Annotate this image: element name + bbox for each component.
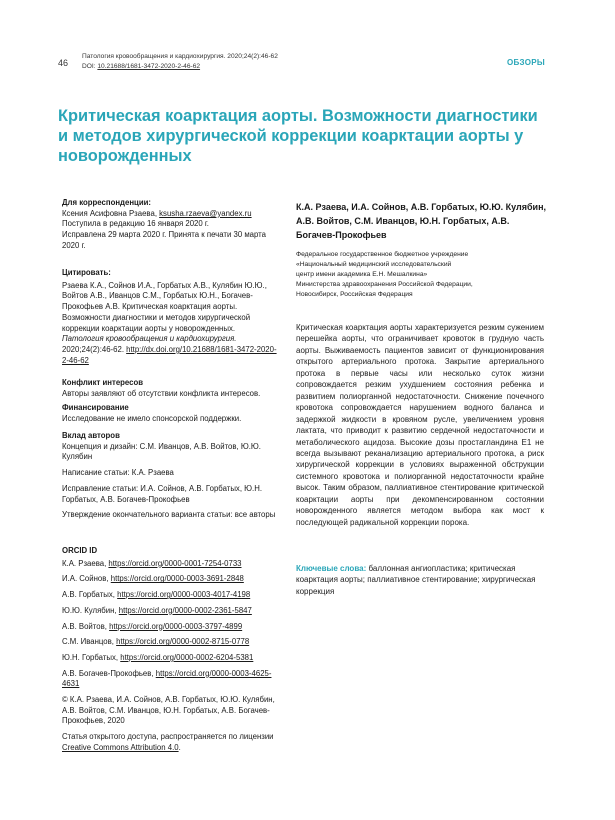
conflict-heading: Конфликт интересов	[62, 378, 144, 387]
affiliation-line: центр имени академика Е.Н. Мешалкина»	[296, 271, 428, 278]
correspondence-email-link[interactable]: ksusha.rzaeva@yandex.ru	[159, 208, 252, 218]
cite-text	[62, 281, 277, 367]
received-date: Поступила в редакцию 16 января 2020 г.	[62, 219, 209, 229]
contributions-block	[62, 431, 277, 521]
doi-link[interactable]: 10.21688/1681-3472-2020-2-46-62	[97, 63, 201, 70]
orcid-item	[62, 559, 277, 570]
doi-prefix: DOI:	[82, 63, 98, 70]
correspondence-name: Ксения Асифовна Рзаева,	[62, 208, 160, 218]
orcid-author-name: А.В. Богачев-Прокофьев,	[62, 668, 156, 678]
orcid-link[interactable]: https://orcid.org/0000-0003-4017-4198	[117, 590, 251, 600]
orcid-author-name: Ю.Н. Горбатых,	[62, 652, 121, 662]
license-suffix: .	[178, 742, 181, 752]
cite-doi-link[interactable]: http://dx.doi.org/10.21688/1681-3472-2020-2-46-62	[62, 344, 277, 365]
orcid-author-name: К.А. Рзаева,	[62, 558, 109, 568]
orcid-author-name: А.В. Войтов,	[62, 621, 110, 631]
section-label: ОБЗОРЫ	[507, 58, 545, 67]
orcid-author-name: И.А. Сойнов,	[62, 574, 111, 584]
page-number: 46	[58, 58, 69, 68]
orcid-link[interactable]: https://orcid.org/0000-0003-3797-4899	[109, 621, 243, 631]
cite-journal: Патология кровообращения и кардиохирургия.	[62, 334, 237, 344]
license-prefix: Статья открытого доступа, распространяется по лицензии	[62, 732, 274, 742]
funding-block	[62, 403, 277, 424]
orcid-heading: ORCID ID	[62, 546, 98, 555]
affiliation-line: Министерства здравоохранения Российской Федерации,	[296, 281, 473, 288]
affiliation-line: Новосибирск, Российская Федерация	[296, 291, 413, 298]
affiliation	[296, 250, 551, 300]
orcid-item	[62, 574, 277, 585]
affiliation-line: «Национальный медицинский исследовательский	[296, 261, 452, 268]
orcid-author-name: А.В. Горбатых,	[62, 590, 118, 600]
running-header	[82, 52, 278, 72]
contribution-editing: Исправление статьи: И.А. Сойнов, А.В. Горбатых, Ю.Н. Горбатых, А.В. Богачев-Прокофьев	[62, 483, 262, 504]
orcid-item	[62, 622, 277, 633]
cite-authors-title: Рзаева К.А., Сойнов И.А., Горбатых А.В., Кулябин Ю.Ю., Войтов А.В., Иванцов С.М., Горбатых Ю.Н., Богачев-Прокофьев А.В. Критическая коарктация аорты. Возможности диагностики и методов хирургической коррекции коарктации аорты у новорожденных.	[62, 280, 267, 333]
journal-citation: Патология кровообращения и кардиохирургия. 2020;24(2):46-62	[82, 53, 278, 60]
keywords-label: Ключевые слова:	[296, 564, 367, 573]
abstract: Критическая коарктация аорты характеризуется резким сужением перешейка аорты, что ограничивает кровоток в грудную часть аорты. Выживаемость пациентов зависит от функционирования открытого артериального протока. Закрытие артериального протока в первые часы или несколько суток жизни сопровождается резким ухудшением состояния ребенка и развитием полиорганной недостаточности. Снижение почечного кровотока сопровождается нарушением водного баланса и задержкой жидкости в кровяном русле, увеличением уровня лактата, что приводит к развитию сердечной недостаточности и метаболического ацидоза. Высокие дозы простагландина Е1 не всегда вызывают реканализацию артериального протока, а риск хирургической коррекции в условиях выраженной обструкции системного кровотока и полиорганной недостаточности крайне высок. Таким образом, паллиативное стентирование критической коарктации аорты при декомпенсированном состоянии новорожденного является методом выбора как мост к последующей радикальной коррекции порока.	[296, 323, 544, 527]
orcid-block	[62, 546, 277, 754]
conflict-text: Авторы заявляют об отсутствии конфликта интересов.	[62, 388, 261, 398]
article-title: Критическая коарктация аорты. Возможности диагностики и методов хирургической коррекции коарктации аорты у новорожденных	[58, 107, 538, 165]
copyright: © К.А. Рзаева, И.А. Сойнов, А.В. Горбатых, Ю.Ю. Кулябин, А.В. Войтов, С.М. Иванцов, Ю.Н. Горбатых, А.В. Богачев-Прокофьев, 2020	[62, 695, 275, 726]
orcid-link[interactable]: https://orcid.org/0000-0001-7254-0733	[108, 558, 242, 568]
affiliation-line: Федеральное государственное бюджетное учреждение	[296, 251, 469, 258]
funding-heading: Финансирование	[62, 403, 129, 412]
license-link[interactable]: Creative Commons Attribution 4.0	[62, 742, 179, 752]
correspondence-heading: Для корреспонденции:	[62, 198, 152, 207]
keywords	[296, 563, 544, 597]
orcid-item	[62, 590, 277, 601]
correspondence-contact	[62, 209, 277, 220]
contribution-approval: Утверждение окончательного варианта статьи: все авторы	[62, 510, 276, 520]
orcid-item	[62, 606, 277, 617]
cite-block	[62, 268, 277, 366]
orcid-link[interactable]: https://orcid.org/0000-0002-8715-0778	[116, 637, 250, 647]
cite-heading: Цитировать:	[62, 268, 111, 277]
orcid-link[interactable]: https://orcid.org/0000-0003-4625-4631	[62, 668, 272, 689]
authors-list: К.А. Рзаева, И.А. Сойнов, А.В. Горбатых, Ю.Ю. Кулябин, А.В. Войтов, С.М. Иванцов, Ю.Н. Горбатых, А.В. Богачев-Прокофьев	[296, 202, 547, 240]
funding-text: Исследование не имело спонсорской поддержки.	[62, 413, 242, 423]
contribution-writing: Написание статьи: К.А. Рзаева	[62, 468, 174, 478]
orcid-item	[62, 653, 277, 664]
orcid-link[interactable]: https://orcid.org/0000-0002-2361-5847	[118, 605, 252, 615]
revised-date: Исправлена 29 марта 2020 г. Принята к печати 30 марта 2020 г.	[62, 230, 267, 250]
conflict-block	[62, 378, 277, 399]
contribution-concept: Концепция и дизайн: С.М. Иванцов, А.В. Войтов, Ю.Ю. Кулябин	[62, 441, 261, 462]
doi-line	[82, 62, 278, 72]
keywords-text: баллонная ангиопластика; критическая коарктация аорты; паллиативное стентирование; хирургическая коррекция	[296, 564, 536, 596]
correspondence-block	[62, 198, 277, 252]
orcid-link[interactable]: https://orcid.org/0000-0002-6204-5381	[120, 652, 254, 662]
contributions-heading: Вклад авторов	[62, 431, 120, 440]
license	[62, 732, 277, 753]
orcid-item	[62, 669, 277, 690]
orcid-author-name: С.М. Иванцов,	[62, 637, 117, 647]
orcid-item	[62, 637, 277, 648]
cite-issue: 2020;24(2):46-62.	[62, 344, 127, 354]
orcid-link[interactable]: https://orcid.org/0000-0003-3691-2848	[110, 574, 244, 584]
orcid-author-name: Ю.Ю. Кулябин,	[62, 605, 119, 615]
